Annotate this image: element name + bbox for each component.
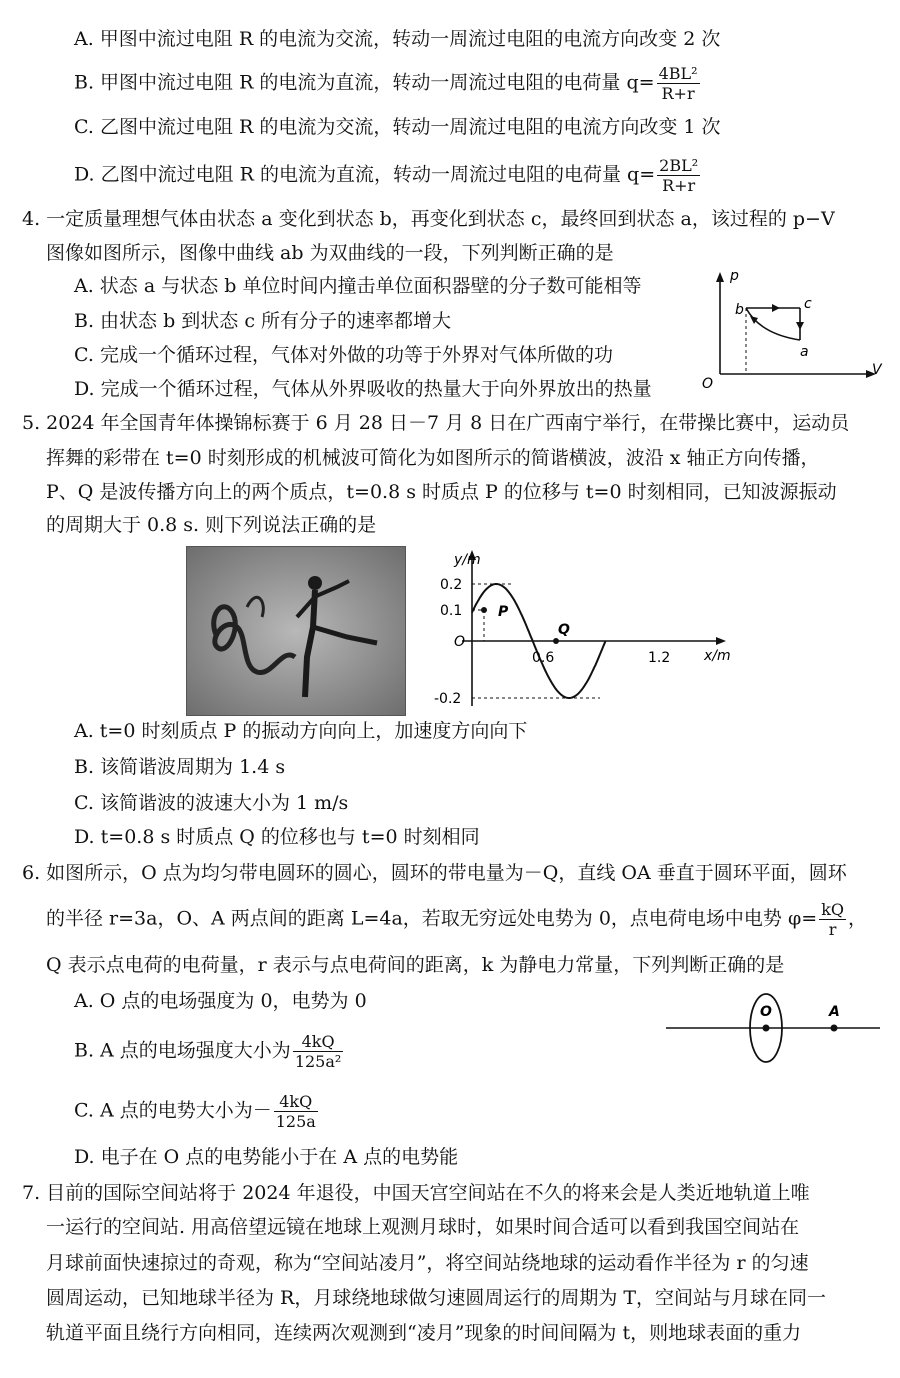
q6-potential-fraction [819, 900, 846, 939]
fraction-denominator: R+r [661, 84, 695, 103]
q5-option-d: D. t=0.8 s 时质点 Q 的位移也与 t=0 时刻相同 [74, 826, 480, 848]
q3-option-b-text: B. 甲图中流过电阻 R 的电流为直流，转动一周流过电阻的电荷量 q= [74, 71, 655, 94]
x-axis-label: x/m [704, 648, 731, 664]
c-label: c [804, 296, 812, 312]
p-axis-label: p [730, 268, 739, 284]
v-axis-label: V [872, 362, 882, 378]
q5-wave-diagram [432, 546, 732, 716]
y-tick-0.2: 0.2 [440, 577, 463, 593]
q4-option-a: A. 状态 a 与状态 b 单位时间内撞击单位面积器壁的分子数可能相等 [74, 275, 642, 297]
q3-option-c: C. 乙图中流过电阻 R 的电流为交流，转动一周流过电阻的电流方向改变 1 次 [74, 116, 721, 138]
q5-option-a: A. t=0 时刻质点 P 的振动方向向上，加速度方向向下 [74, 720, 528, 742]
x-tick-0.6: 0.6 [532, 650, 555, 666]
q6-stem-line2-text: 的半径 r=3a，O、A 两点间的距离 L=4a，若取无穷远处电势为 0，点电荷电场中电势 φ= [46, 907, 818, 930]
q6-stem-line1: 6. 如图所示，O 点为均匀带电圆环的圆心，圆环的带电量为－Q，直线 OA 垂直于圆环平面，圆环 [22, 862, 847, 884]
x-axis-arrow-icon [716, 637, 726, 645]
fraction-numerator: 2BL² [659, 156, 699, 175]
q6-option-b-fraction [293, 1032, 344, 1071]
q7-stem-line3: 月球前面快速掠过的奇观，称为“空间站凌月”，将空间站绕地球的运动看作半径为 r 的匀速 [46, 1252, 809, 1274]
q6-option-c [74, 1092, 320, 1131]
fraction-numerator: 4kQ [274, 1092, 318, 1112]
origin-label: O [454, 634, 466, 650]
q7-stem-line4: 圆周运动，已知地球半径为 R，月球绕地球做匀速圆周运行的周期为 T，空间站与月球在同一 [46, 1287, 827, 1309]
q3-option-d [74, 156, 702, 195]
x-tick-1.2: 1.2 [648, 650, 671, 666]
q3-option-a: A. 甲图中流过电阻 R 的电流为交流，转动一周流过电阻的电流方向改变 2 次 [74, 28, 721, 50]
q3-option-b [74, 64, 702, 103]
point-a-label: A [829, 1004, 840, 1020]
fraction-numerator: 4BL² [658, 64, 698, 83]
a-label: a [800, 344, 809, 360]
point-a-dot [831, 1025, 838, 1032]
point-q-dot [553, 638, 559, 644]
q5-stem-line1: 5. 2024 年全国青年体操锦标赛于 6 月 28 日－7 月 8 日在广西南宁举行，在带操比赛中，运动员 [22, 412, 850, 434]
q4-pv-diagram [700, 268, 885, 393]
q6-option-a: A. O 点的电场强度为 0，电势为 0 [74, 990, 367, 1012]
ca-arrow-icon [796, 322, 804, 330]
q4-stem-line1: 4. 一定质量理想气体由状态 a 变化到状态 b，再变化到状态 c，最终回到状态 a，该过程的 p−V [22, 208, 835, 230]
q7-stem-line1: 7. 目前的国际空间站将于 2024 年退役，中国天宫空间站在不久的将来会是人类近地轨道上唯 [22, 1182, 810, 1204]
y-axis-label: y/m [454, 552, 481, 568]
origin-label: O [702, 376, 714, 392]
q7-stem-line5: 轨道平面且绕行方向相同，连续两次观测到“凌月”现象的时间间隔为 t，则地球表面的重力 [46, 1322, 802, 1344]
q6-option-b [74, 1032, 345, 1071]
q3-option-d-fraction [657, 156, 700, 195]
q3-option-b-fraction [657, 64, 700, 103]
y-tick-0.1: 0.1 [440, 603, 463, 619]
point-p-label: P [498, 604, 509, 620]
q6-stem-line2 [46, 900, 867, 939]
q5-stem-line2: 挥舞的彩带在 t=0 时刻形成的机械波可简化为如图所示的简谐横波，波沿 x 轴正方向传播， [46, 447, 820, 469]
fraction-denominator: R+r [662, 176, 696, 195]
q5-stem-line3: P、Q 是波传播方向上的两个质点，t=0.8 s 时质点 P 的位移与 t=0 时刻相同，已知波源振动 [46, 481, 837, 503]
p-axis-arrow-icon [716, 272, 724, 282]
q6-ring-diagram [660, 990, 885, 1070]
fraction-denominator: 125a [275, 1112, 316, 1131]
q6-stem-line2-end: ， [848, 907, 868, 930]
fraction-denominator: 125a² [294, 1052, 342, 1071]
bc-arrow-icon [772, 304, 780, 312]
q4-option-c: C. 完成一个循环过程，气体对外做的功等于外界对气体所做的功 [74, 344, 613, 366]
b-label: b [735, 302, 744, 318]
ribbon-gymnast-photo [186, 546, 406, 716]
y-tick-minus-0.2: -0.2 [434, 691, 462, 707]
point-p-dot [481, 607, 487, 613]
q4-stem-line2: 图像如图所示，图像中曲线 ab 为双曲线的一段，下列判断正确的是 [46, 242, 614, 264]
q5-option-b: B. 该简谐波周期为 1.4 s [74, 756, 286, 778]
q5-stem-line4: 的周期大于 0.8 s. 则下列说法正确的是 [46, 514, 377, 536]
q4-option-b: B. 由状态 b 到状态 c 所有分子的速率都增大 [74, 310, 452, 332]
q6-option-b-text: B. A 点的电场强度大小为 [74, 1039, 291, 1062]
point-o-dot [763, 1025, 770, 1032]
gymnast-illustration [187, 547, 405, 715]
q3-option-d-text: D. 乙图中流过电阻 R 的电流为直流，转动一周流过电阻的电荷量 q= [74, 163, 656, 186]
q7-stem-line2: 一运行的空间站. 用高倍望远镜在地球上观测月球时，如果时间合适可以看到我国空间站在 [46, 1216, 800, 1238]
fraction-denominator: r [828, 920, 837, 939]
fraction-numerator: 4kQ [293, 1032, 344, 1052]
q6-option-d: D. 电子在 O 点的电势能小于在 A 点的电势能 [74, 1146, 459, 1168]
fraction-numerator: kQ [821, 900, 844, 919]
point-o-label: O [760, 1004, 772, 1020]
q6-stem-line3: Q 表示点电荷的电荷量，r 表示与点电荷间的距离，k 为静电力常量，下列判断正确的是 [46, 954, 785, 976]
q5-option-c: C. 该简谐波的波速大小为 1 m/s [74, 792, 349, 814]
a-to-b-curve [746, 308, 800, 340]
q6-option-c-text: C. A 点的电势大小为－ [74, 1099, 272, 1122]
point-q-label: Q [558, 622, 570, 638]
q6-option-c-fraction [274, 1092, 318, 1131]
q4-option-d: D. 完成一个循环过程，气体从外界吸收的热量大于向外界放出的热量 [74, 378, 652, 400]
